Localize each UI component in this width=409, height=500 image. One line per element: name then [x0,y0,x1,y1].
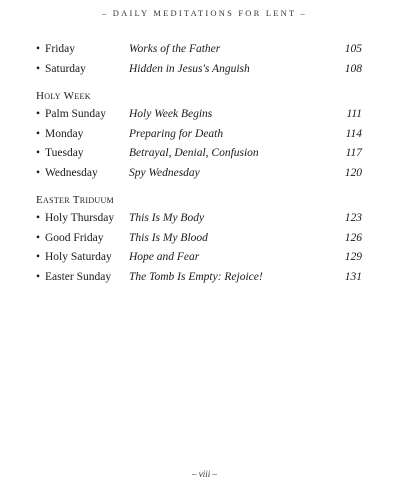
toc-entry[interactable] [36,125,362,145]
bullet: • [36,166,41,179]
entry-day: Monday [45,127,84,140]
entry-page-number: 117 [345,147,362,159]
entry-day: Friday [45,43,76,55]
toc-group-holy-week [36,89,362,183]
entry-page-number: 123 [344,212,362,224]
entry-title: This Is My Body [129,212,205,224]
entry-day: Wednesday [45,166,98,179]
entry-page-number: 131 [344,270,362,283]
toc-entry[interactable] [36,144,362,164]
bullet: • [36,108,41,120]
entry-title: The Tomb Is Empty: Rejoice! [129,270,263,283]
bullet: • [36,147,41,159]
entry-title: Spy Wednesday [129,166,200,179]
entry-page-number: 114 [345,127,362,140]
toc-entry[interactable] [36,105,362,125]
toc-entry[interactable] [36,229,362,249]
entry-page-number: 129 [344,251,362,263]
entry-day: Holy Saturday [45,251,112,263]
entry-day: Good Friday [45,231,104,244]
entry-page-number: 126 [344,231,362,244]
toc-entry[interactable] [36,60,362,80]
section-heading: Easter Triduum [36,194,114,206]
entry-day: Easter Sunday [45,270,112,283]
toc-group-continued [36,40,362,79]
table-of-contents [36,40,362,287]
entry-page-number: 105 [344,43,362,55]
running-header: – DAILY MEDITATIONS FOR LENT – [102,8,307,18]
entry-page-number: 108 [344,62,362,75]
footer-page-number: – viii – [192,469,217,479]
toc-entry[interactable] [36,164,362,184]
bullet: • [36,231,41,244]
entry-title: Hidden in Jesus's Anguish [129,62,250,75]
entry-title: Preparing for Death [129,127,224,140]
bullet: • [36,62,41,75]
bullet: • [36,270,41,283]
toc-entry[interactable] [36,209,362,229]
bullet: • [36,251,41,263]
toc-group-easter-triduum [36,193,362,287]
entry-title: Works of the Father [129,43,221,55]
entry-page-number: 111 [346,108,362,120]
entry-title: This Is My Blood [129,231,208,244]
entry-day: Saturday [45,62,86,75]
bullet: • [36,127,41,140]
entry-day: Palm Sunday [45,108,107,120]
bullet: • [36,212,41,224]
entry-title: Holy Week Begins [129,108,213,120]
toc-entry[interactable] [36,40,362,60]
entry-page-number: 120 [344,166,362,179]
toc-entry[interactable] [36,268,362,288]
entry-title: Betrayal, Denial, Confusion [129,147,259,159]
section-heading: Holy Week [36,90,91,102]
entry-title: Hope and Fear [129,251,200,263]
toc-entry[interactable] [36,248,362,268]
entry-day: Tuesday [45,147,84,159]
entry-day: Holy Thursday [45,212,115,224]
bullet: • [36,43,41,55]
